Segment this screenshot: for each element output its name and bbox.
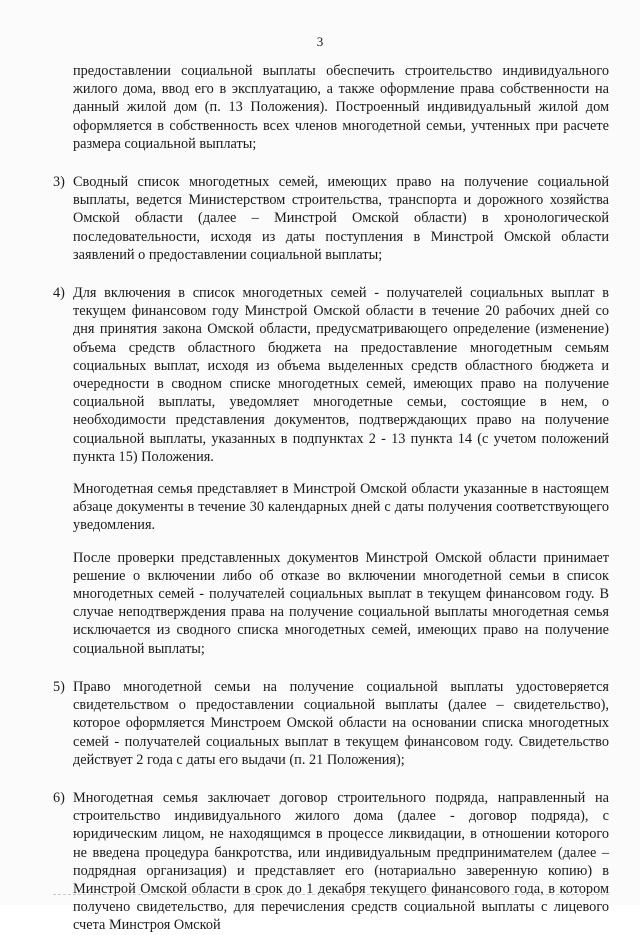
item-paragraph: Многодетная семья заключает договор строительного подряда, направленный на строительство индивидуального жилого дома (далее - договор подряда), с юридическим лицом, не находящимся в процессе ликвидации, в отношении которого не введена процедура банкротства, или индивидуальным предпринимателем (далее – подрядная организация) и представляет его (нотариально заверенную копию) в Минстрой Омской области в срок до 1 декабря текущего финансового года, в котором получено свидетельство, для перечисления средств социальной выплаты с лицевого счета Минстроя Омской <box>73 789 609 934</box>
list-item-6 <box>53 789 609 935</box>
item-paragraph: Многодетная семья представляет в Минстрой Омской области указанные в настоящем абзаце документы в течение 30 календарных дней с даты получения соответствующего уведомления. <box>73 481 609 534</box>
item-paragraph: Для включения в список многодетных семей - получателей социальных выплат в текущем финансовом году Минстрой Омской области в течение 20 рабочих дней со дня принятия закона Омской области, предусматривающего определение (изменение) объема средств областного бюджета на предоставление многодетным семьям социальных выплат, исходя из объема выделенных средств областного бюджета и очередности в сводном списке многодетных семей, имеющих право на получение социальной выплаты, уведомляет многодетные семьи, состоящие в нем, о необходимости представления документов, подтверждающих право на получение социальной выплаты, указанных в подпунктах 2 - 13 пункта 14 (с учетом положений пункта 15) Положения. <box>73 285 609 465</box>
list-item-4 <box>53 284 609 658</box>
item-paragraph: После проверки представленных документов Минстрой Омской области принимает решение о включении либо об отказе во включении многодетной семьи в список многодетных семей - получателей социальных выплат в текущем финансовом году. В случае неподтверждения права на получение социальной выплаты многодетная семья исключается из сводного списка многодетных семей, имеющих право на получение социальной выплаты; <box>73 549 609 657</box>
page-number: 3 <box>316 34 324 49</box>
item-number: 4) <box>53 285 65 302</box>
item-number: 6) <box>53 789 65 806</box>
page-bottom-divider <box>53 894 609 895</box>
item-number: 3) <box>53 174 65 191</box>
intro-paragraph: предоставлении социальной выплаты обеспечить строительство индивидуального жилого дома, ввод его в эксплуатацию, а также оформление права собственности на данный жилой дом (п. 13 Положения). Построенный индивидуальный жилой дом оформляется в собственность всех членов многодетной семьи, учтенных при расчете размера социальной выплаты; <box>73 63 609 152</box>
list-item-5 <box>53 678 609 769</box>
document-body <box>53 62 609 935</box>
item-number: 5) <box>53 678 65 695</box>
list-item-3 <box>53 173 609 264</box>
item-paragraph: Сводный список многодетных семей, имеющих право на получение социальной выплаты, ведется Министерством строительства, транспорта и дорожного хозяйства Омской области (далее – Минстрой Омской области) в хронологической последовательности, исходя из даты поступления в Минстрой Омской области заявлений о предоставлении социальной выплаты; <box>73 174 609 263</box>
item-paragraph: Право многодетной семьи на получение социальной выплаты удостоверяется свидетельством о предоставлении социальной выплаты (далее – свидетельство), которое оформляется Минстроем Омской области на основании списка многодетных семей - получателей социальных выплат в текущем финансовом году. Свидетельство действует 2 года с даты его выдачи (п. 21 Положения); <box>73 678 609 768</box>
